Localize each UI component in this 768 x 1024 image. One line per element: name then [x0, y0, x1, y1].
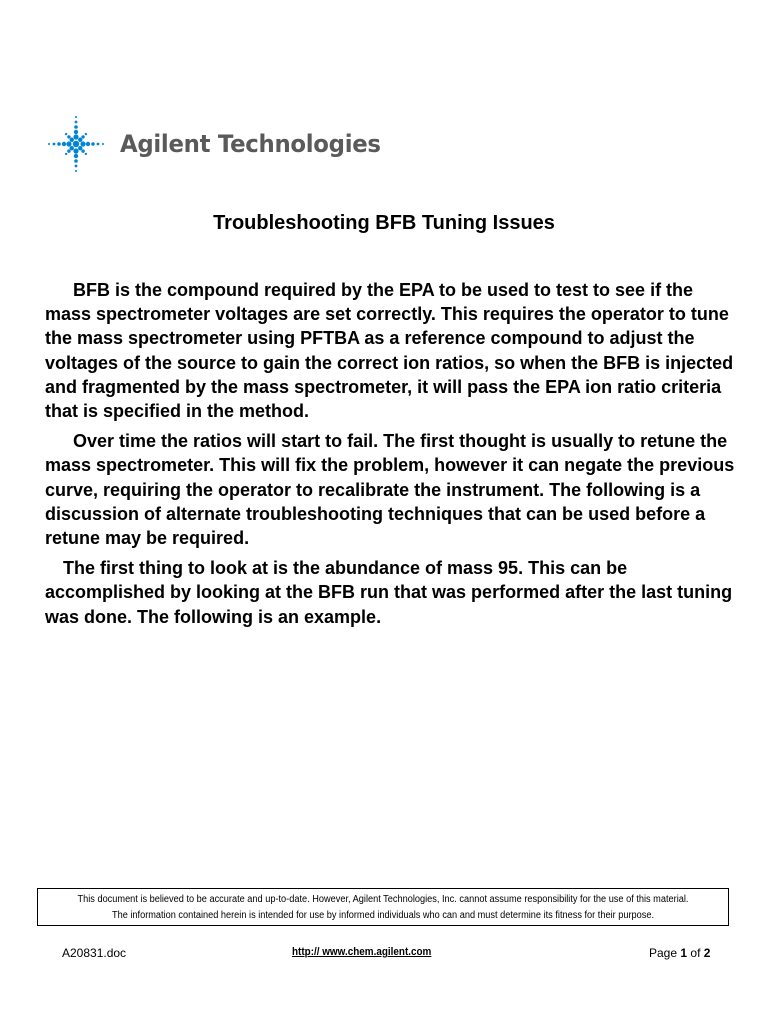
spark-dot	[91, 142, 95, 146]
paragraph-2: Over time the ratios will start to fail. The first thought is usually to retune the mass spectrometer. This will fix the problem, however it can negate the previous curve, requiring the operator to recalibrate the instrument. The following is a discussion of alternate troubleshooting techniques that can be used before a retune may be required.	[45, 431, 735, 549]
brand-logo	[44, 112, 394, 176]
spark-dot	[73, 148, 78, 153]
spark-dot	[48, 143, 50, 145]
spark-dot	[62, 142, 66, 146]
spark-dot	[81, 149, 84, 152]
spark-dot	[74, 125, 78, 129]
footer-page-number	[649, 946, 710, 960]
page-word: Page	[649, 946, 678, 960]
spark-dot	[75, 170, 77, 172]
disclaimer-line-2: The information contained herein is intended for use by informed individuals who can and must determine its fitness for their purpose.	[111, 910, 655, 921]
spark-dot	[78, 138, 82, 142]
footer-doc-id: A20831.doc	[62, 946, 127, 960]
spark-dot	[75, 165, 78, 168]
disclaimer-line-1: This document is believed to be accurate and up-to-date. However, Agilent Technologies, Inc. cannot assume responsibility for the use of this material.	[77, 894, 689, 905]
spark-dot	[74, 159, 78, 163]
page-of: of	[690, 946, 701, 960]
spark-dot	[97, 143, 100, 146]
spark-dot	[75, 121, 78, 124]
brand-name: Agilent Technologies	[120, 130, 381, 158]
spark-dot	[73, 134, 78, 139]
spark-dot	[70, 138, 74, 142]
footer-url-link[interactable]: http:// www.chem.agilent.com	[292, 946, 432, 958]
paragraph-3: The first thing to look at is the abundance of mass 95. This can be accomplished by looking at the BFB run that was performed after the last tuning was done. The following is an example.	[45, 558, 733, 627]
document-title: Troubleshooting BFB Tuning Issues	[213, 212, 555, 234]
spark-dot	[65, 133, 67, 135]
spark-dot	[67, 149, 70, 152]
spark-center-dot	[73, 141, 79, 147]
spark-dot	[67, 135, 70, 138]
paragraph-1: BFB is the compound required by the EPA to be used to test to see if the mass spectrometer voltages are set correctly. This requires the operator to tune the mass spectrometer using PFTBA as a reference compound to adjust the voltages of the source to gain the correct ion ratios, so when the BFB is injected and fragmented by the mass spectrometer, it will pass the EPA ion ratio criteria that is specified in the method.	[45, 280, 734, 422]
spark-dot	[81, 135, 84, 138]
spark-dot	[78, 146, 82, 150]
spark-dot	[74, 154, 78, 158]
page-current: 1	[680, 946, 688, 960]
spark-dot	[75, 116, 77, 118]
spark-dot	[86, 142, 90, 146]
spark-dot	[85, 133, 87, 135]
spark-dot	[57, 142, 61, 146]
spark-dot	[85, 153, 87, 155]
spark-dot	[74, 130, 78, 134]
spark-dot	[102, 143, 104, 145]
spark-dot	[80, 141, 85, 146]
spark-dot	[66, 141, 71, 146]
spark-dot	[53, 143, 56, 146]
document-body	[45, 278, 735, 635]
spark-dot	[70, 146, 74, 150]
spark-dot	[65, 153, 67, 155]
agilent-spark-icon	[44, 112, 108, 176]
disclaimer-box	[37, 888, 729, 926]
page-total: 2	[703, 946, 711, 960]
